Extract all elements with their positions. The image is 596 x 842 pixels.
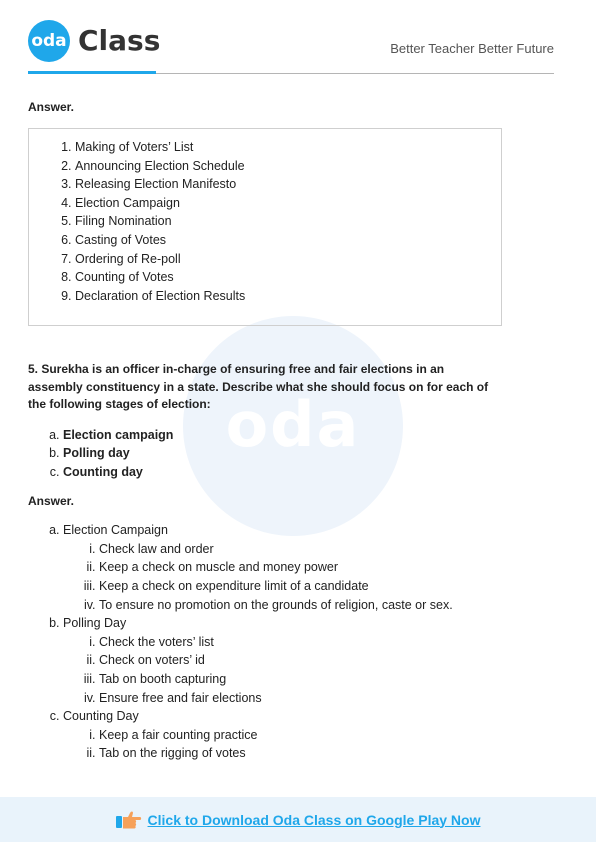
answer-section <box>63 614 568 707</box>
list-item: 6. Casting of Votes <box>75 231 501 250</box>
question-options <box>28 426 568 482</box>
list-item: 9. Declaration of Election Results <box>75 287 501 306</box>
watermark-text: oda <box>225 388 361 461</box>
answer-section <box>63 707 568 763</box>
list-item: iii. Tab on booth capturing <box>99 670 568 689</box>
list-item: 1. Making of Voters’ List <box>75 138 501 157</box>
list-item: 2. Announcing Election Schedule <box>75 157 501 176</box>
header-accent-bar <box>28 71 156 74</box>
list-item: 8. Counting of Votes <box>75 268 501 287</box>
page-content <box>28 100 568 763</box>
list-item: iv. Ensure free and fair elections <box>99 689 568 708</box>
steps-box <box>28 128 502 326</box>
sub-list <box>63 726 568 763</box>
election-steps-list <box>29 138 501 305</box>
pointing-hand-icon <box>116 809 142 831</box>
answer-label: Answer. <box>28 100 75 114</box>
list-item: 4. Election Campaign <box>75 194 501 213</box>
option-text: Election campaign <box>63 427 174 442</box>
oda-logo-icon: oda <box>28 20 70 62</box>
list-item: iii. Keep a check on expenditure limit of a candidate <box>99 577 568 596</box>
list-item: i. Check law and order <box>99 540 568 559</box>
answer-section <box>63 521 568 614</box>
sub-list <box>63 633 568 707</box>
question-5: 5. Surekha is an officer in-charge of ensuring free and fair elections in an assembly constituency in a state. Describe what she should focus on for each of the following stages of election: <box>28 362 489 411</box>
page-header <box>28 18 554 74</box>
option-text: Counting day <box>63 464 143 479</box>
list-item: 7. Ordering of Re-poll <box>75 250 501 269</box>
answer-section-title: Polling Day <box>63 616 127 631</box>
list-item: i. Check the voters’ list <box>99 633 568 652</box>
download-banner <box>0 797 596 842</box>
tagline: Better Teacher Better Future <box>390 41 554 56</box>
answer-section-title: Counting Day <box>63 709 139 724</box>
download-app-link[interactable]: Click to Download Oda Class on Google Play Now <box>147 811 481 828</box>
list-item <box>63 463 568 482</box>
list-item: 3. Releasing Election Manifesto <box>75 175 501 194</box>
answer-section-title: Election Campaign <box>63 523 168 538</box>
list-item: ii. Tab on the rigging of votes <box>99 744 568 763</box>
list-item: i. Keep a fair counting practice <box>99 726 568 745</box>
list-item <box>63 444 568 463</box>
answer-list <box>28 521 568 763</box>
list-item <box>63 426 568 445</box>
option-text: Polling day <box>63 446 130 461</box>
list-item: ii. Check on voters’ id <box>99 651 568 670</box>
answer-label-2: Answer. <box>28 494 75 509</box>
sub-list <box>63 540 568 614</box>
brand-name: Class <box>78 24 161 57</box>
list-item: iv. To ensure no promotion on the grounds of religion, caste or sex. <box>99 596 568 615</box>
list-item: ii. Keep a check on muscle and money power <box>99 558 568 577</box>
list-item: 5. Filing Nomination <box>75 212 501 231</box>
